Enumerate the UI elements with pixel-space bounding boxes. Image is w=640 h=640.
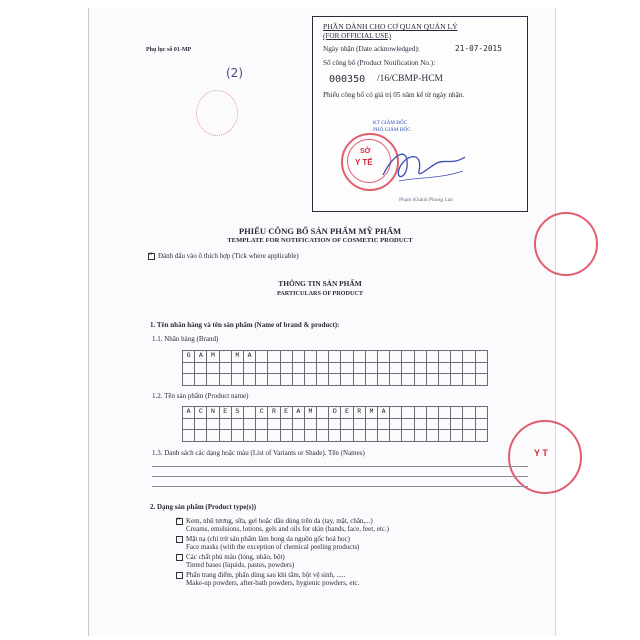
product-type-checkbox — [176, 554, 183, 561]
grid-cell — [402, 430, 414, 442]
grid-cell — [317, 362, 329, 374]
date-value: 21-07-2015 — [455, 44, 502, 53]
grid-cell — [378, 351, 390, 363]
grid-cell — [207, 374, 219, 386]
grid-cell — [353, 418, 365, 430]
grid-cell: C — [195, 407, 207, 419]
grid-cell — [231, 430, 243, 442]
grid-cell — [426, 430, 438, 442]
grid-cell — [207, 418, 219, 430]
grid-cell — [426, 407, 438, 419]
number-value: 000350 — [329, 74, 366, 85]
grid-cell — [414, 407, 426, 419]
grid-cell — [378, 418, 390, 430]
grid-cell — [341, 362, 353, 374]
page-mark: (2) — [226, 66, 243, 80]
product-type-item — [176, 553, 526, 569]
grid-cell — [219, 362, 231, 374]
official-header-en: (FOR OFFICIAL USE) — [323, 32, 392, 40]
grid-cell — [438, 430, 450, 442]
grid-cell — [353, 351, 365, 363]
grid-cell — [341, 430, 353, 442]
form-title-en: TEMPLATE FOR NOTIFICATION OF COSMETIC PRODUCT — [227, 237, 413, 244]
grid-cell — [390, 374, 402, 386]
appendix-label: Phụ lục số 01-MP — [146, 47, 192, 53]
q1-label: 1. Tên nhãn hàng và tên sản phẩm (Name of brand & product): — [150, 321, 340, 329]
section-title: THÔNG TIN SẢN PHẨM — [278, 279, 362, 288]
names-line-2 — [152, 476, 528, 477]
grid-cell — [304, 418, 316, 430]
grid-cell: R — [353, 407, 365, 419]
grid-cell — [414, 430, 426, 442]
grid-cell: M — [304, 407, 316, 419]
grid-cell — [451, 418, 463, 430]
grid-cell — [451, 374, 463, 386]
grid-cell — [280, 362, 292, 374]
grid-cell — [463, 374, 475, 386]
grid-cell — [268, 430, 280, 442]
grid-cell: S — [231, 407, 243, 419]
grid-cell — [292, 430, 304, 442]
grid-cell — [183, 418, 195, 430]
q12-label: 1.2. Tên sản phẩm (Product name) — [152, 392, 249, 400]
number-suffix: /16/CBMP-HCM — [377, 74, 443, 84]
grid-cell — [353, 374, 365, 386]
side-seal-top — [534, 212, 598, 276]
grid-cell — [280, 418, 292, 430]
grid-cell — [414, 351, 426, 363]
grid-cell — [438, 418, 450, 430]
grid-cell — [195, 418, 207, 430]
grid-cell — [365, 362, 377, 374]
grid-cell — [243, 430, 255, 442]
grid-cell — [256, 362, 268, 374]
grid-cell — [329, 351, 341, 363]
grid-cell — [195, 362, 207, 374]
grid-cell — [463, 362, 475, 374]
grid-cell — [341, 374, 353, 386]
grid-cell — [231, 362, 243, 374]
grid-cell — [402, 407, 414, 419]
grid-cell — [463, 407, 475, 419]
grid-cell — [426, 351, 438, 363]
grid-cell: R — [268, 407, 280, 419]
grid-cell — [268, 351, 280, 363]
grid-cell — [256, 430, 268, 442]
product-type-list — [176, 517, 526, 589]
product-type-vi: Các chất phủ màu (lỏng, nhão, bột) — [186, 553, 285, 561]
grid-cell — [280, 430, 292, 442]
grid-cell — [475, 351, 487, 363]
form-title: PHIẾU CÔNG BỐ SẢN PHẨM MỸ PHẨM — [238, 226, 402, 236]
grid-cell: A — [292, 407, 304, 419]
grid-cell — [438, 407, 450, 419]
grid-cell — [183, 362, 195, 374]
grid-cell — [426, 362, 438, 374]
grid-cell — [365, 418, 377, 430]
grid-cell — [438, 362, 450, 374]
grid-cell — [256, 351, 268, 363]
product-type-en: Face masks (with the exception of chemical peeling products) — [186, 543, 360, 551]
grid-cell: M — [231, 351, 243, 363]
grid-cell — [317, 418, 329, 430]
grid-cell — [475, 374, 487, 386]
validity-note: Phiếu công bố có giá trị 05 năm kể từ ngày nhận. — [323, 91, 465, 99]
grid-cell — [317, 407, 329, 419]
grid-cell — [329, 362, 341, 374]
product-type-vi: Kem, nhũ tương, sữa, gel hoặc dầu dùng trên da (tay, mặt, chân,...) — [186, 517, 373, 525]
section-title-en: PARTICULARS OF PRODUCT — [276, 290, 364, 297]
grid-cell — [451, 407, 463, 419]
stamp-title-2: PHÓ GIÁM ĐỐC — [373, 127, 411, 133]
grid-cell — [231, 374, 243, 386]
grid-cell — [243, 362, 255, 374]
grid-cell — [256, 418, 268, 430]
grid-cell — [317, 351, 329, 363]
names-line-1 — [152, 466, 528, 467]
grid-cell: G — [183, 351, 195, 363]
grid-cell — [475, 418, 487, 430]
product-type-checkbox — [176, 536, 183, 543]
product-type-checkbox — [176, 518, 183, 525]
grid-cell: A — [195, 351, 207, 363]
grid-cell — [183, 374, 195, 386]
grid-cell — [365, 374, 377, 386]
grid-cell: M — [207, 351, 219, 363]
faint-stamp — [196, 90, 238, 136]
product-type-item — [176, 517, 526, 533]
grid-cell — [329, 374, 341, 386]
grid-cell — [219, 430, 231, 442]
product-type-checkbox — [176, 572, 183, 579]
grid-cell — [280, 374, 292, 386]
seal-text-2: Y TẾ — [355, 158, 373, 167]
grid-cell — [219, 418, 231, 430]
grid-cell — [390, 362, 402, 374]
grid-cell — [438, 374, 450, 386]
grid-cell — [243, 418, 255, 430]
grid-cell — [475, 430, 487, 442]
product-type-en: Make-up powders, after-bath powders, hygienic powders, etc. — [186, 579, 360, 587]
grid-cell: E — [280, 407, 292, 419]
grid-cell — [268, 418, 280, 430]
official-use-box — [312, 16, 528, 212]
grid-cell — [414, 362, 426, 374]
grid-cell — [292, 374, 304, 386]
grid-cell: A — [378, 407, 390, 419]
grid-cell — [207, 430, 219, 442]
grid-cell — [219, 351, 231, 363]
names-line-3 — [152, 486, 528, 487]
grid-cell — [256, 374, 268, 386]
grid-cell — [414, 418, 426, 430]
grid-cell — [292, 351, 304, 363]
grid-cell — [195, 430, 207, 442]
tick-note-checkbox — [148, 253, 155, 260]
grid-cell — [243, 407, 255, 419]
grid-cell — [463, 351, 475, 363]
grid-cell — [329, 418, 341, 430]
product-type-item — [176, 571, 526, 587]
grid-cell — [414, 374, 426, 386]
product-type-en: Tinted bases (liquids, pastes, powders) — [186, 561, 295, 569]
grid-cell — [268, 362, 280, 374]
grid-cell — [195, 374, 207, 386]
q2-label: 2. Dạng sản phẩm (Product type(s)) — [150, 503, 257, 511]
product-type-item — [176, 535, 526, 551]
grid-cell: N — [207, 407, 219, 419]
grid-cell — [353, 362, 365, 374]
date-label: Ngày nhận (Date acknowledged): — [323, 45, 420, 53]
grid-cell — [451, 351, 463, 363]
grid-cell — [378, 374, 390, 386]
grid-cell — [304, 362, 316, 374]
grid-cell: D — [329, 407, 341, 419]
grid-cell — [475, 407, 487, 419]
signer-name: Phạm Khánh Phong Lan — [399, 197, 453, 203]
grid-cell — [317, 430, 329, 442]
grid-cell — [378, 430, 390, 442]
grid-cell: C — [256, 407, 268, 419]
grid-cell — [292, 418, 304, 430]
grid-cell — [451, 362, 463, 374]
grid-cell — [365, 351, 377, 363]
number-label: Số công bố (Product Notification No.): — [323, 59, 436, 67]
side-seal-text: Y T — [534, 448, 548, 458]
grid-cell — [219, 374, 231, 386]
grid-cell — [231, 418, 243, 430]
grid-cell — [378, 362, 390, 374]
grid-cell — [304, 374, 316, 386]
grid-cell — [426, 374, 438, 386]
grid-cell — [304, 351, 316, 363]
tick-note — [148, 252, 299, 260]
official-header: PHẦN DÀNH CHO CƠ QUAN QUẢN LÝ — [323, 22, 458, 31]
grid-cell — [402, 374, 414, 386]
grid-cell — [365, 430, 377, 442]
grid-cell — [268, 374, 280, 386]
grid-cell: A — [183, 407, 195, 419]
grid-cell — [402, 362, 414, 374]
grid-cell — [390, 418, 402, 430]
stamp-title-1: KT GIÁM ĐỐC — [373, 120, 408, 126]
grid-cell — [243, 374, 255, 386]
product-type-vi: Phấn trang điểm, phấn dùng sau khi tắm, bột vệ sinh, ..... — [186, 571, 346, 579]
grid-cell — [402, 351, 414, 363]
grid-cell — [438, 351, 450, 363]
grid-cell — [463, 418, 475, 430]
product-type-vi: Mặt nạ (chỉ trừ sản phẩm làm bong da nguồn gốc hoá học) — [186, 535, 350, 543]
grid-cell — [207, 362, 219, 374]
q11-label: 1.1. Nhãn hàng (Brand) — [152, 335, 219, 343]
grid-cell — [280, 351, 292, 363]
grid-cell — [317, 374, 329, 386]
grid-cell — [304, 430, 316, 442]
grid-cell — [292, 362, 304, 374]
seal-text-1: SỞ — [360, 148, 371, 155]
grid-cell — [426, 418, 438, 430]
grid-cell: M — [365, 407, 377, 419]
product-grid — [182, 406, 488, 442]
grid-cell: E — [341, 407, 353, 419]
tick-note-text: Đánh dấu vào ô thích hợp (Tick where applicable) — [158, 252, 299, 260]
grid-cell — [341, 418, 353, 430]
grid-cell — [183, 430, 195, 442]
product-type-en: Creams, emulsions, lotions, gels and oils for skin (hands, face, feet, etc.) — [186, 525, 389, 533]
grid-cell — [463, 430, 475, 442]
signature-icon — [379, 141, 469, 191]
brand-grid — [182, 350, 488, 386]
grid-cell — [341, 351, 353, 363]
grid-cell — [451, 430, 463, 442]
q13-label: 1.3. Danh sách các dạng hoặc màu (List of Variants or Shade). Tên (Names) — [152, 449, 365, 457]
grid-cell — [402, 418, 414, 430]
grid-cell — [329, 430, 341, 442]
grid-cell: A — [243, 351, 255, 363]
grid-cell — [475, 362, 487, 374]
grid-cell — [390, 351, 402, 363]
grid-cell — [390, 407, 402, 419]
grid-cell — [353, 430, 365, 442]
grid-cell: E — [219, 407, 231, 419]
grid-cell — [390, 430, 402, 442]
